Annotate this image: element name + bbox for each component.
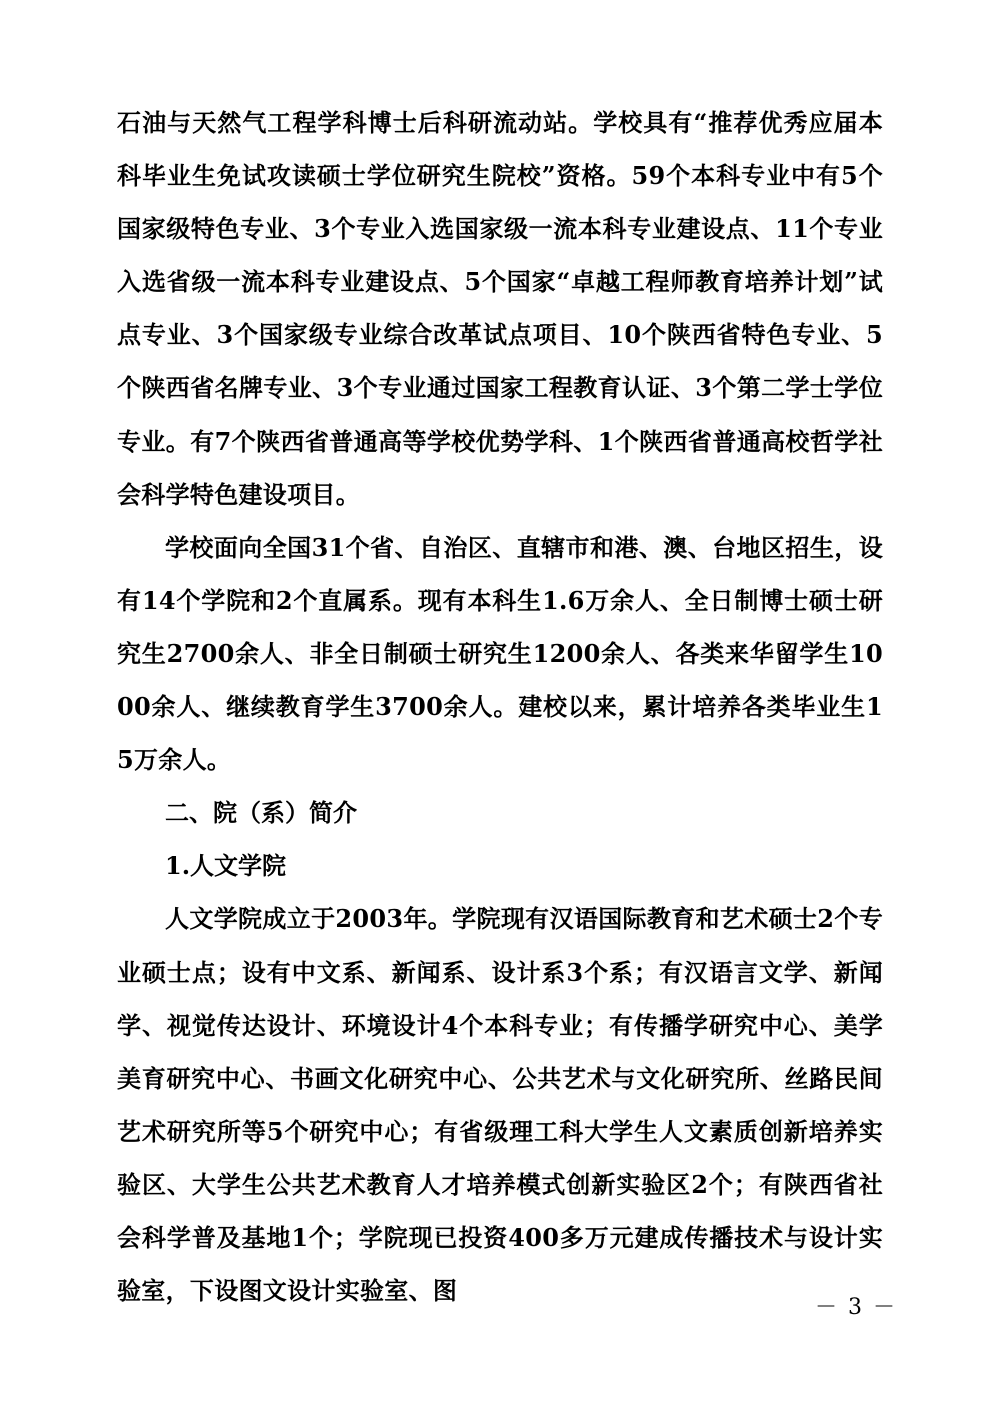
paragraph-enrollment: 学校面向全国31个省、自治区、直辖市和港、澳、台地区招生，设有14个学院和2个直属系。现有本科生1.6万余人、全日制博士硕士研究生2700余人、非全日制硕士研究生1200余人、各类来华留学生1000余人、继续教育学生3700余人。建校以来，累计培养各类毕业生15万余人。 xyxy=(117,532,883,775)
section-heading: 二、院（系）简介 xyxy=(165,798,357,828)
paragraph-college-intro: 人文学院成立于2003年。学院现有汉语国际教育和艺术硕士2个专业硕士点；设有中文系、新闻系、设计系3个系；有汉语言文学、新闻学、视觉传达设计、环境设计4个本科专业；有传播学研究中心、美学美育研究中心、书画文化研究中心、公共艺术与文化研究所、丝路民间艺术研究所等5个研究中心；有省级理工科大学生人文素质创新培养实验区、大学生公共艺术教育人才培养模式创新实验区2个；有陕西省社会科学普及基地1个；学院现已投资400多万元建成传播技术与设计实验室，下设图文设计实验室、图 xyxy=(117,904,883,1306)
subsection-heading: 1.人文学院 xyxy=(165,851,287,881)
paragraph-disciplines: 石油与天然气工程学科博士后科研流动站。学校具有“推荐优秀应届本科毕业生免试攻读硕士学位研究生院校”资格。59个本科专业中有5个国家级特色专业、3个专业入选国家级一流本科专业建设点、11个专业入选省级一流本科专业建设点、5个国家“卓越工程师教育培养计划”试点专业、3个国家级专业综合改革试点项目、10个陕西省特色专业、5个陕西省名牌专业、3个专业通过国家工程教育认证、3个第二学士学位专业。有7个陕西省普通高等学校优势学科、1个陕西省普通高校哲学社会科学特色建设项目。 xyxy=(117,108,883,509)
page-number: － 3 － xyxy=(815,1295,897,1320)
document-body xyxy=(117,96,883,1317)
